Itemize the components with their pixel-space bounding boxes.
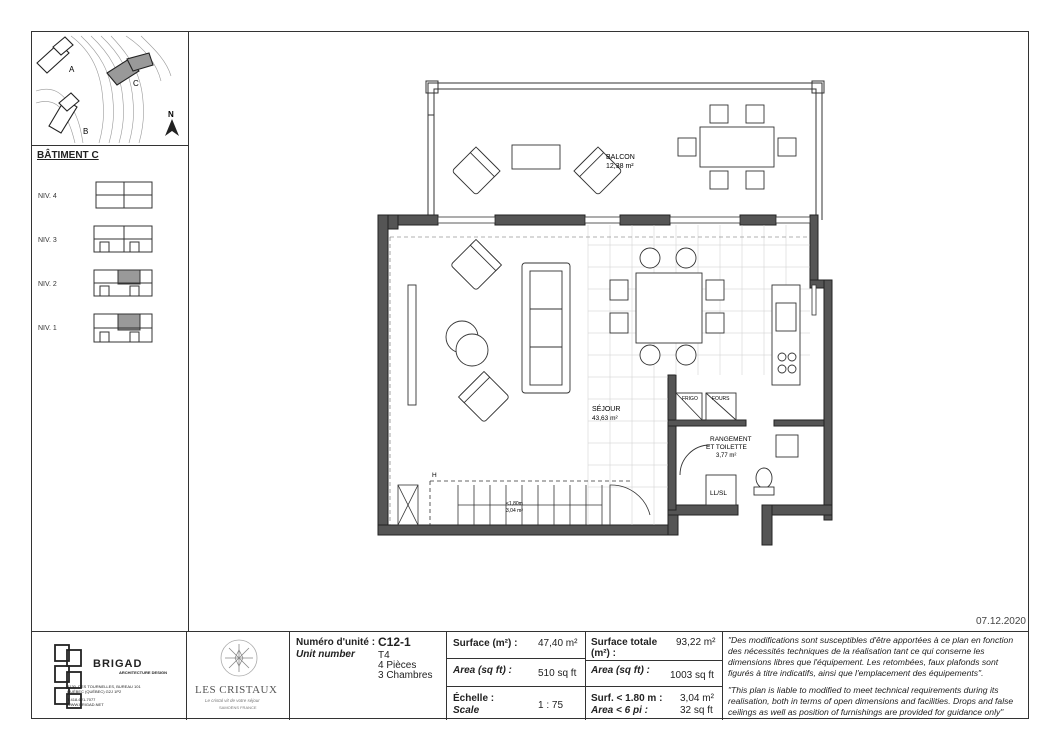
sejour-label: SÉJOUR [592, 406, 621, 413]
rangement-label-2: ET TOILETTE [706, 444, 747, 451]
stair-note-2: 3,04 m² [506, 508, 523, 514]
brigad-sub: ARCHITECTURE DESIGN [119, 670, 168, 675]
staircase [398, 481, 650, 525]
brigad-logo-cell [31, 632, 187, 720]
north-label: N [168, 110, 174, 119]
surface-label-fr: Surface (m²) : [453, 638, 518, 649]
balcon-label: BALCON [606, 154, 635, 161]
unit-number: C12-1 [378, 635, 411, 649]
brigad-name: BRIGAD [93, 658, 143, 670]
balcony-furniture [452, 105, 796, 195]
h-mark: H [432, 472, 437, 479]
site-plan-drawing [31, 31, 187, 144]
plan-date: 07.12.2020 [975, 616, 1026, 627]
scale-value: 1 : 75 [538, 700, 564, 711]
cristaux-logo-cell [187, 632, 290, 720]
unit-chambres: 3 Chambres [378, 670, 433, 681]
rangement-label-1: RANGEMENT [710, 436, 752, 443]
scale-label-en: Scale [453, 705, 480, 716]
note-fr-3: dimensions libres que l'équipement. Les retombées, faux plafonds sont [728, 657, 999, 667]
note-en-1: "This plan is liable to modified to meet technical requirements during its [728, 685, 999, 695]
unit-label-fr: Numéro d'unité : [296, 637, 376, 648]
stair-note-1: <1,80m [506, 501, 523, 507]
note-en-3: ceilings as well as position of furnishings are provided for guidance only" [728, 707, 1004, 717]
level-label: NIV. 2 [38, 281, 57, 288]
building-c-label: C [133, 79, 139, 88]
surf-low-value-sqft: 32 sq ft [680, 705, 713, 716]
sejour-area: 43,63 m² [592, 415, 618, 422]
level-label: NIV. 3 [38, 237, 57, 244]
balcon-area: 12,38 m² [606, 163, 634, 170]
level-label: NIV. 1 [38, 325, 57, 332]
cristaux-place: SAMOËNS FRANCE [219, 705, 257, 710]
note-fr-1: "Des modifications sont susceptibles d'être apportées à ce plan en fonction [728, 635, 1014, 645]
cristaux-name: LES CRISTAUX [195, 684, 278, 696]
rangement-area: 3,77 m² [716, 453, 737, 459]
cristaux-tagline: Le cristal vit de votre séjour [205, 698, 260, 703]
building-a-label: A [69, 65, 75, 74]
building-b-label: B [83, 127, 89, 136]
level-thumbnails [90, 180, 160, 350]
brigad-address-1: 4130, DES TOURNELLES, BUREAU 101 [67, 684, 141, 689]
surf-low-label-en: Area < 6 pi : [591, 705, 648, 716]
site-plan [31, 31, 189, 146]
north-arrow-icon [165, 119, 179, 136]
total-value-m2: 93,22 m² [676, 637, 716, 648]
brigad-address-2: QUÉBEC (QUÉBEC) G2J 1P2 [67, 689, 122, 694]
unit-cell [290, 632, 447, 720]
note-fr-2: des nécessités techniques de la réalisation tant ce qui conserne les [728, 646, 985, 656]
cristaux-emblem-icon [219, 638, 259, 678]
unit-label-en: Unit number [296, 649, 355, 660]
batiment-title: BÂTIMENT C [37, 150, 99, 161]
unit-type: T4 [378, 650, 390, 661]
frigo-label: FRIGO [682, 396, 698, 402]
fours-label: FOURS [712, 396, 730, 402]
level-label: NIV. 4 [38, 193, 57, 200]
surface-value-m2: 47,40 m² [538, 638, 578, 649]
total-label-fr-1: Surface totale [591, 637, 658, 648]
total-label-fr-2: (m²) : [591, 648, 616, 659]
surface-label-en: Area (sq ft) : [453, 665, 512, 676]
unit-pieces: 4 Pièces [378, 660, 417, 671]
total-label-en: Area (sq ft) : [591, 665, 650, 676]
surface-value-sqft: 510 sq ft [538, 668, 577, 679]
brigad-tel: T 418-621-7077 [67, 697, 96, 702]
surf-low-value-m2: 3,04 m² [680, 693, 714, 704]
llsl-label: LL/SL [710, 490, 727, 497]
note-en-2: realisation, both in terms of open dimensions and facilities. Drops and false [728, 696, 1014, 706]
note-fr-4: figurés à titre indicatifs, ainsi que l'emplacement des équipements". [728, 668, 984, 678]
brigad-web: WWW.BRIGAD.NET [67, 702, 104, 707]
notes-cell [723, 632, 1029, 720]
floor-plan [370, 75, 840, 555]
total-surface-cell [586, 632, 723, 720]
surf-low-label-fr: Surf. < 1.80 m : [591, 693, 663, 704]
total-value-sqft: 1003 sq ft [670, 670, 714, 681]
surface-cell [447, 632, 586, 720]
title-block [31, 631, 1029, 719]
scale-label-fr: Échelle : [453, 693, 495, 704]
